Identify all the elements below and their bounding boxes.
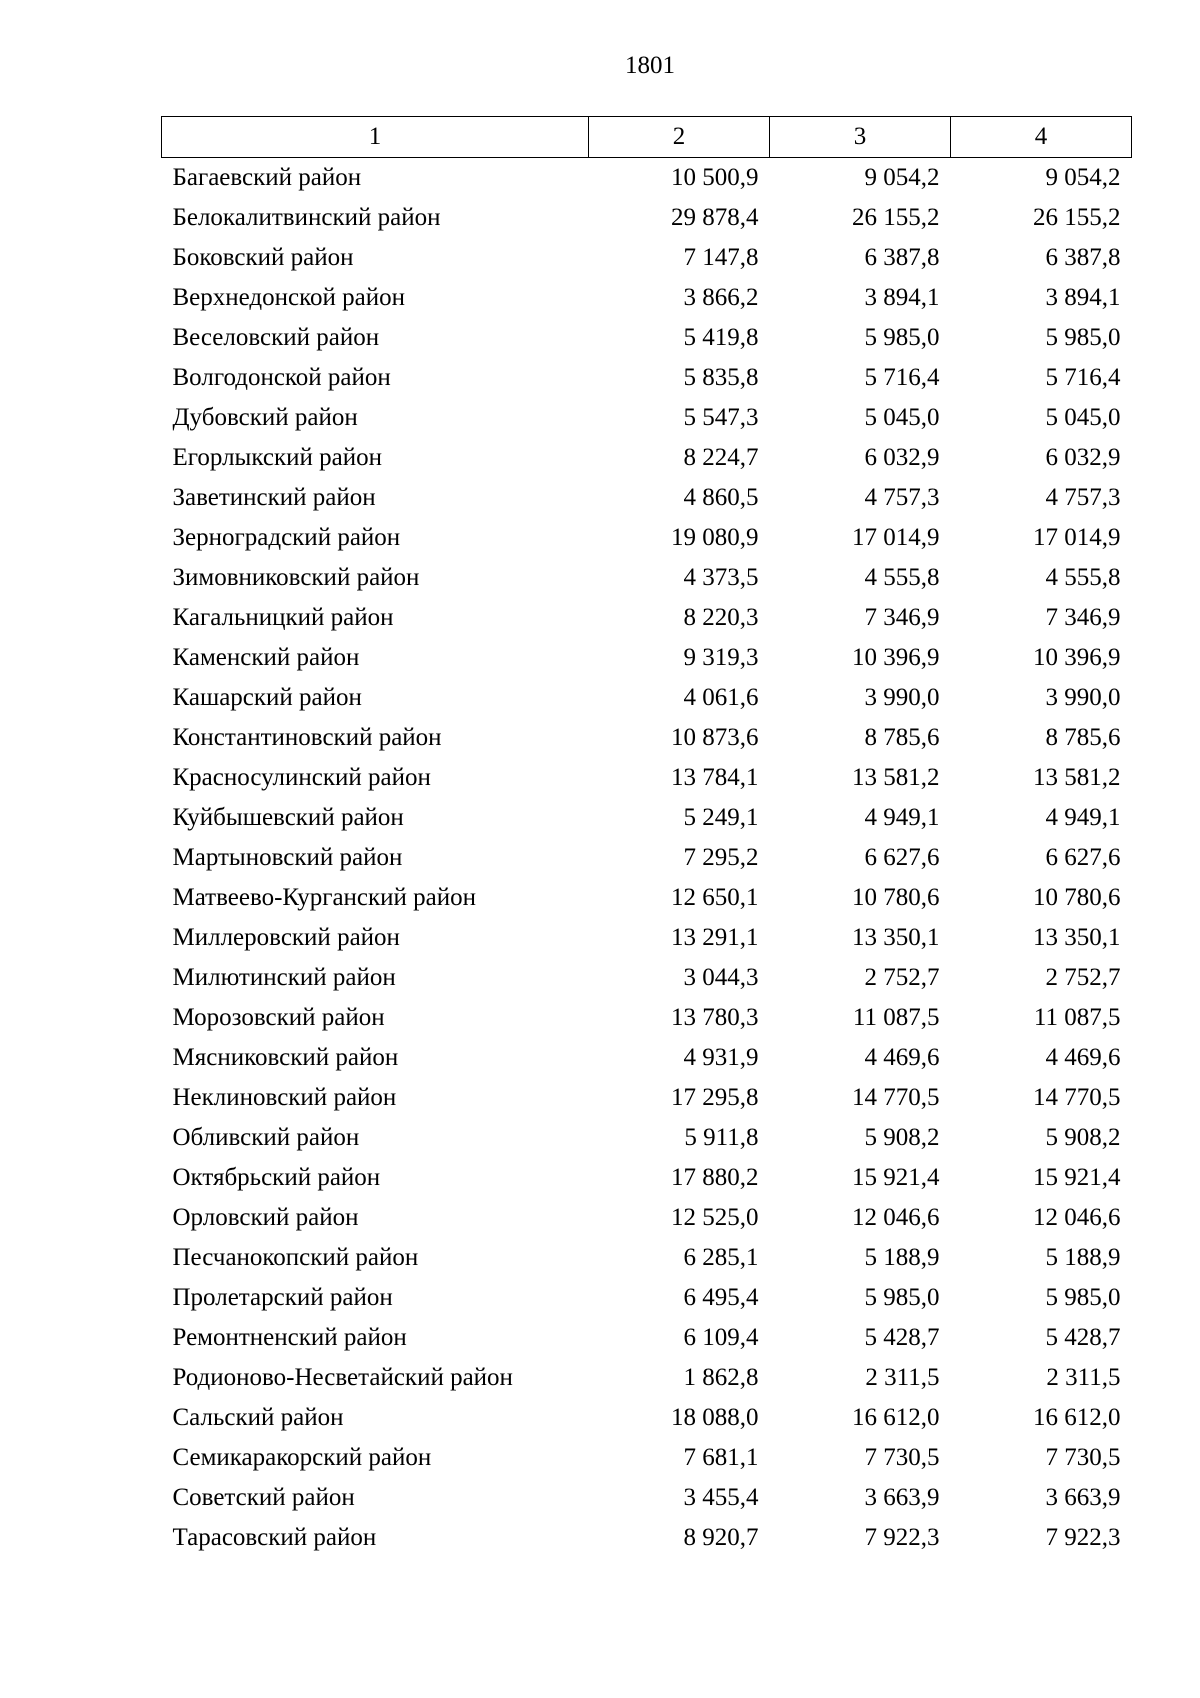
table-row	[162, 958, 1132, 998]
column-3-value-cell: 5 985,0	[864, 324, 940, 351]
column-3-value-cell: 12 046,6	[852, 1204, 940, 1231]
district-name-cell: Орловский район	[172, 1204, 359, 1231]
district-name-cell: Мясниковский район	[172, 1044, 399, 1071]
column-2-value-cell: 6 285,1	[683, 1244, 759, 1271]
district-name-cell: Тарасовский район	[172, 1524, 377, 1551]
column-2-value-cell: 18 088,0	[671, 1404, 759, 1431]
column-3-value-cell: 4 469,6	[864, 1044, 940, 1071]
column-4-value-cell: 17 014,9	[1033, 524, 1121, 551]
table-row	[162, 638, 1132, 678]
column-4-value-cell: 7 346,9	[1045, 604, 1121, 631]
district-name-cell: Каменский район	[172, 644, 360, 671]
column-4-value-cell: 11 087,5	[1033, 1004, 1121, 1031]
column-4-value-cell: 8 785,6	[1045, 724, 1121, 751]
table-row	[162, 438, 1132, 478]
table-row	[162, 1438, 1132, 1478]
district-name-cell: Константиновский район	[172, 724, 442, 751]
column-4-value-cell: 15 921,4	[1033, 1164, 1121, 1191]
column-4-value-cell: 3 990,0	[1045, 684, 1121, 711]
column-4-value-cell: 6 387,8	[1045, 244, 1121, 271]
table-row	[162, 878, 1132, 918]
district-name-cell: Семикаракорский район	[172, 1444, 432, 1471]
column-2-value-cell: 4 373,5	[683, 564, 759, 591]
column-2-value-cell: 29 878,4	[671, 204, 759, 231]
district-name-cell: Веселовский район	[172, 324, 380, 351]
column-3-value-cell: 4 555,8	[864, 564, 940, 591]
column-4-value-cell: 5 045,0	[1045, 404, 1121, 431]
column-3-value-cell: 5 908,2	[864, 1124, 940, 1151]
column-2-value-cell: 5 547,3	[683, 404, 759, 431]
column-3-value-cell: 6 032,9	[864, 444, 940, 471]
column-4-value-cell: 14 770,5	[1033, 1084, 1121, 1111]
column-3-value-cell: 3 894,1	[864, 284, 940, 311]
column-3-value-cell: 13 581,2	[852, 764, 940, 791]
district-name-cell: Зерноградский район	[172, 524, 401, 551]
table-row	[162, 398, 1132, 438]
table-row	[162, 598, 1132, 638]
district-name-cell: Красносулинский район	[172, 764, 431, 791]
column-2-value-cell: 19 080,9	[671, 524, 759, 551]
column-2-value-cell: 13 780,3	[671, 1004, 759, 1031]
column-4-value-cell: 5 188,9	[1045, 1244, 1121, 1271]
district-name-cell: Верхнедонской район	[172, 284, 405, 311]
column-4-value-cell: 2 752,7	[1045, 964, 1121, 991]
table-body	[162, 158, 1132, 1559]
district-name-cell: Ремонтненский район	[172, 1324, 407, 1351]
district-name-cell: Куйбышевский район	[172, 804, 404, 831]
column-2-value-cell: 13 784,1	[671, 764, 759, 791]
column-3-value-cell: 5 428,7	[864, 1324, 940, 1351]
column-2-value-cell: 4 860,5	[683, 484, 759, 511]
table-row	[162, 358, 1132, 398]
column-4-value-cell: 13 350,1	[1033, 924, 1121, 951]
table-row	[162, 1118, 1132, 1158]
table-row	[162, 1398, 1132, 1438]
district-name-cell: Волгодонской район	[172, 364, 391, 391]
header-row	[162, 117, 1132, 158]
district-name-cell: Багаевский район	[172, 164, 362, 191]
column-4-value-cell: 6 032,9	[1045, 444, 1121, 471]
column-2-value-cell: 3 044,3	[683, 964, 759, 991]
table-row	[162, 1038, 1132, 1078]
column-4-value-cell: 10 780,6	[1033, 884, 1121, 911]
district-name-cell: Сальский район	[172, 1404, 344, 1431]
table-row	[162, 558, 1132, 598]
column-3-value-cell: 15 921,4	[852, 1164, 940, 1191]
column-3-value-cell: 5 045,0	[864, 404, 940, 431]
column-2-value-cell: 12 525,0	[671, 1204, 759, 1231]
column-2-value-cell: 8 224,7	[683, 444, 759, 471]
district-name-cell: Зимовниковский район	[172, 564, 420, 591]
table-row	[162, 718, 1132, 758]
column-3-value-cell: 10 396,9	[852, 644, 940, 671]
district-name-cell: Морозовский район	[172, 1004, 385, 1031]
table-row	[162, 838, 1132, 878]
column-4-value-cell: 7 922,3	[1045, 1524, 1121, 1551]
column-3-value-cell: 17 014,9	[852, 524, 940, 551]
column-2-value-cell: 3 866,2	[683, 284, 759, 311]
column-4-value-cell: 3 894,1	[1045, 284, 1121, 311]
column-2-value-cell: 3 455,4	[683, 1484, 759, 1511]
column-4-value-cell: 4 555,8	[1045, 564, 1121, 591]
district-name-cell: Мартыновский район	[172, 844, 403, 871]
column-header-3: 3	[770, 117, 951, 158]
column-2-value-cell: 8 220,3	[683, 604, 759, 631]
table-row	[162, 1158, 1132, 1198]
column-header-4: 4	[951, 117, 1132, 158]
column-2-value-cell: 9 319,3	[683, 644, 759, 671]
page-number: 1801	[625, 52, 675, 79]
column-2-value-cell: 5 419,8	[683, 324, 759, 351]
column-3-value-cell: 6 387,8	[864, 244, 940, 271]
district-name-cell: Кагальницкий район	[172, 604, 394, 631]
table-row	[162, 1238, 1132, 1278]
table-row	[162, 478, 1132, 518]
table-row	[162, 198, 1132, 238]
district-name-cell: Егорлыкский район	[172, 444, 382, 471]
table-row	[162, 518, 1132, 558]
column-3-value-cell: 14 770,5	[852, 1084, 940, 1111]
column-3-value-cell: 3 990,0	[864, 684, 940, 711]
column-3-value-cell: 6 627,6	[864, 844, 940, 871]
data-table	[161, 116, 1132, 1558]
column-2-value-cell: 10 873,6	[671, 724, 759, 751]
column-3-value-cell: 9 054,2	[864, 164, 940, 191]
column-header-2: 2	[589, 117, 770, 158]
table-row	[162, 1478, 1132, 1518]
table-row	[162, 318, 1132, 358]
table-row	[162, 278, 1132, 318]
column-4-value-cell: 5 908,2	[1045, 1124, 1121, 1151]
column-2-value-cell: 10 500,9	[671, 164, 759, 191]
column-2-value-cell: 5 911,8	[684, 1124, 759, 1151]
district-name-cell: Родионово-Несветайский район	[172, 1364, 513, 1391]
column-4-value-cell: 2 311,5	[1046, 1364, 1121, 1391]
column-2-value-cell: 5 249,1	[683, 804, 759, 831]
column-4-value-cell: 13 581,2	[1033, 764, 1121, 791]
column-2-value-cell: 7 147,8	[683, 244, 759, 271]
table-row	[162, 998, 1132, 1038]
district-name-cell: Заветинский район	[172, 484, 376, 511]
column-4-value-cell: 5 716,4	[1045, 364, 1121, 391]
district-name-cell: Белокалитвинский район	[172, 204, 441, 231]
column-2-value-cell: 7 681,1	[683, 1444, 759, 1471]
column-2-value-cell: 5 835,8	[683, 364, 759, 391]
table-header	[162, 117, 1132, 158]
district-name-cell: Матвеево-Курганский район	[172, 884, 477, 911]
table-row	[162, 1198, 1132, 1238]
column-3-value-cell: 4 949,1	[864, 804, 940, 831]
column-2-value-cell: 6 495,4	[683, 1284, 759, 1311]
table-row	[162, 798, 1132, 838]
column-4-value-cell: 3 663,9	[1045, 1484, 1121, 1511]
column-3-value-cell: 11 087,5	[852, 1004, 940, 1031]
column-2-value-cell: 6 109,4	[683, 1324, 759, 1351]
column-2-value-cell: 12 650,1	[671, 884, 759, 911]
column-3-value-cell: 2 752,7	[864, 964, 940, 991]
table-row	[162, 1318, 1132, 1358]
column-4-value-cell: 4 469,6	[1045, 1044, 1121, 1071]
column-3-value-cell: 7 346,9	[864, 604, 940, 631]
column-2-value-cell: 17 880,2	[671, 1164, 759, 1191]
column-4-value-cell: 9 054,2	[1045, 164, 1121, 191]
column-3-value-cell: 5 188,9	[864, 1244, 940, 1271]
column-2-value-cell: 7 295,2	[683, 844, 759, 871]
column-3-value-cell: 7 730,5	[864, 1444, 940, 1471]
table-row	[162, 758, 1132, 798]
column-2-value-cell: 13 291,1	[671, 924, 759, 951]
district-name-cell: Советский район	[172, 1484, 355, 1511]
column-3-value-cell: 8 785,6	[864, 724, 940, 751]
column-3-value-cell: 7 922,3	[864, 1524, 940, 1551]
district-name-cell: Милютинский район	[172, 964, 396, 991]
district-name-cell: Миллеровский район	[172, 924, 400, 951]
column-4-value-cell: 26 155,2	[1033, 204, 1121, 231]
column-3-value-cell: 10 780,6	[852, 884, 940, 911]
table-row	[162, 1358, 1132, 1398]
column-4-value-cell: 5 985,0	[1045, 324, 1121, 351]
district-name-cell: Неклиновский район	[172, 1084, 397, 1111]
table-row	[162, 678, 1132, 718]
column-3-value-cell: 2 311,5	[865, 1364, 940, 1391]
column-4-value-cell: 4 757,3	[1045, 484, 1121, 511]
table-row	[162, 238, 1132, 278]
column-2-value-cell: 4 931,9	[683, 1044, 759, 1071]
column-4-value-cell: 5 428,7	[1045, 1324, 1121, 1351]
district-name-cell: Дубовский район	[172, 404, 358, 431]
column-2-value-cell: 4 061,6	[683, 684, 759, 711]
district-name-cell: Обливский район	[172, 1124, 360, 1151]
district-name-cell: Пролетарский район	[172, 1284, 393, 1311]
district-name-cell: Октябрьский район	[172, 1164, 381, 1191]
column-4-value-cell: 4 949,1	[1045, 804, 1121, 831]
column-4-value-cell: 16 612,0	[1033, 1404, 1121, 1431]
column-3-value-cell: 3 663,9	[864, 1484, 940, 1511]
column-4-value-cell: 5 985,0	[1045, 1284, 1121, 1311]
column-3-value-cell: 16 612,0	[852, 1404, 940, 1431]
column-3-value-cell: 5 716,4	[864, 364, 940, 391]
district-name-cell: Песчанокопский район	[172, 1244, 419, 1271]
column-2-value-cell: 17 295,8	[671, 1084, 759, 1111]
column-3-value-cell: 4 757,3	[864, 484, 940, 511]
table-row	[162, 1518, 1132, 1558]
column-3-value-cell: 26 155,2	[852, 204, 940, 231]
district-name-cell: Кашарский район	[172, 684, 362, 711]
column-4-value-cell: 7 730,5	[1045, 1444, 1121, 1471]
column-3-value-cell: 13 350,1	[852, 924, 940, 951]
column-2-value-cell: 1 862,8	[683, 1364, 759, 1391]
column-4-value-cell: 12 046,6	[1033, 1204, 1121, 1231]
table-row	[162, 918, 1132, 958]
table-row	[162, 1078, 1132, 1118]
column-header-1: 1	[162, 117, 589, 158]
table-row	[162, 158, 1132, 199]
column-4-value-cell: 6 627,6	[1045, 844, 1121, 871]
column-2-value-cell: 8 920,7	[683, 1524, 759, 1551]
district-name-cell: Боковский район	[172, 244, 354, 271]
table-row	[162, 1278, 1132, 1318]
column-3-value-cell: 5 985,0	[864, 1284, 940, 1311]
column-4-value-cell: 10 396,9	[1033, 644, 1121, 671]
